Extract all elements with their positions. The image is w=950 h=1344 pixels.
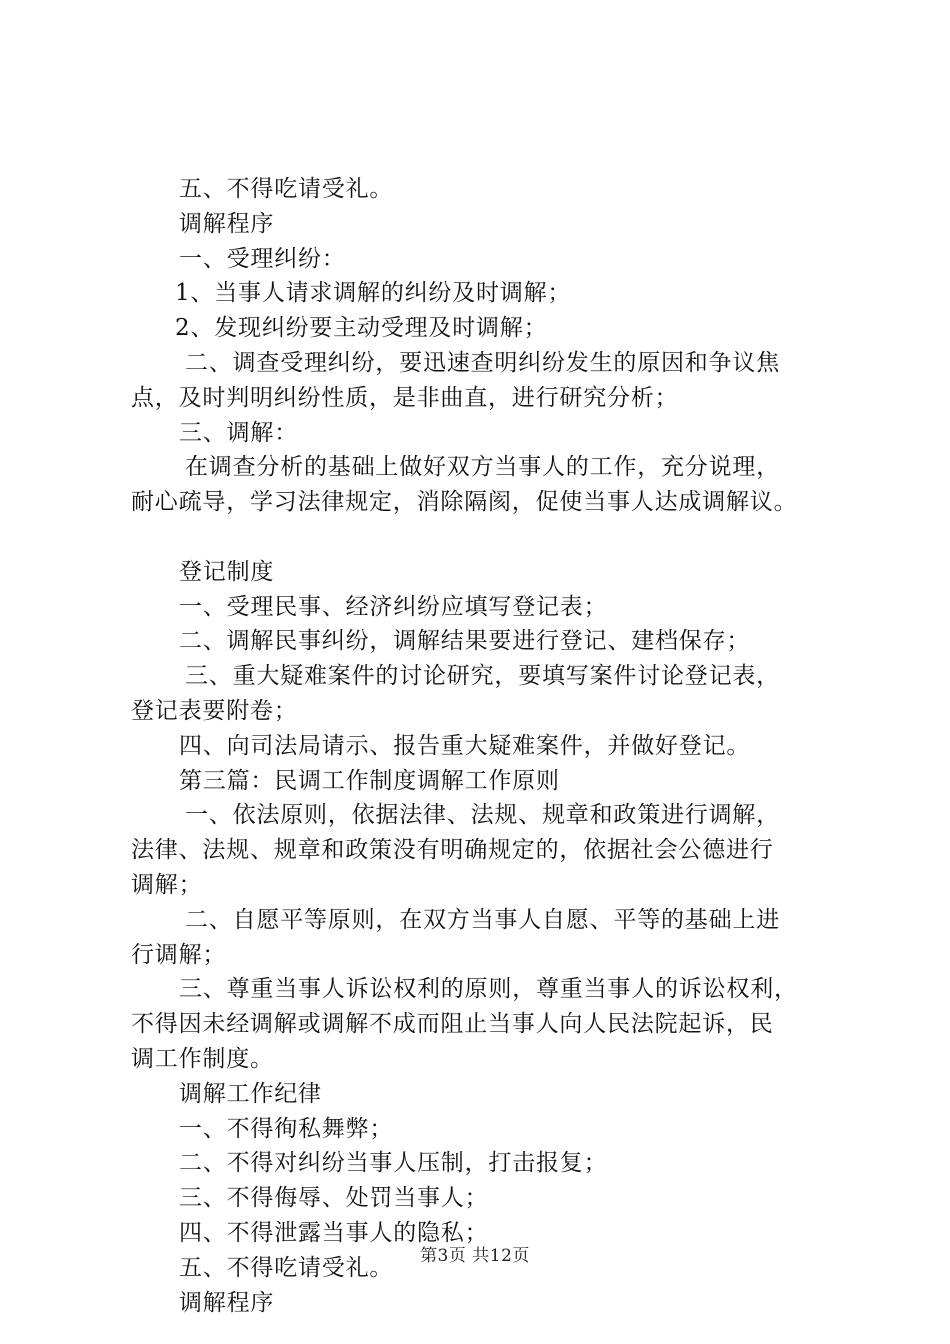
text-line: 1、当事人请求调解的纠纷及时调解； <box>175 280 572 307</box>
document-body <box>131 172 851 1320</box>
text-line: 一、不得徇私舞弊； <box>179 1115 394 1142</box>
section-heading: 调解程序 <box>179 1289 275 1316</box>
text-line: 二、自愿平等原则，在双方当事人自愿、平等的基础上进 <box>185 906 780 933</box>
text-line: 2、发现纠纷要主动受理及时调解； <box>175 315 548 342</box>
text-line: 点，及时判明纠纷性质，是非曲直，进行研究分析； <box>131 384 679 411</box>
text-line: 三、尊重当事人诉讼权利的原则，尊重当事人的诉讼权利， <box>179 976 798 1003</box>
section-heading: 调解工作纪律 <box>179 1080 322 1107</box>
text-line: 在调查分析的基础上做好双方当事人的工作，充分说理， <box>185 454 780 481</box>
page-number-footer: 第3页 共12页 <box>420 1246 530 1266</box>
paragraph-gap <box>131 520 851 555</box>
text-line: 四、不得泄露当事人的隐私； <box>179 1219 489 1246</box>
text-line: 三、重大疑难案件的讨论研究，要填写案件讨论登记表， <box>185 663 780 690</box>
section-heading: 第三篇：民调工作制度调解工作原则 <box>179 767 560 794</box>
text-line: 登记表要附卷； <box>131 697 298 724</box>
section-heading: 调解程序 <box>179 210 275 237</box>
text-line: 二、调解民事纠纷，调解结果要进行登记、建档保存； <box>179 628 751 655</box>
text-line: 一、依法原则，依据法律、法规、规章和政策进行调解， <box>185 802 780 829</box>
text-line: 三、不得侮辱、处罚当事人； <box>179 1185 489 1212</box>
text-line: 二、调查受理纠纷，要迅速查明纠纷发生的原因和争议焦 <box>185 349 780 376</box>
text-line: 四、向司法局请示、报告重大疑难案件，并做好登记。 <box>179 732 751 759</box>
text-line: 法律、法规、规章和政策没有明确规定的，依据社会公德进行 <box>131 837 774 864</box>
text-line: 一、受理民事、经济纠纷应填写登记表； <box>179 593 608 620</box>
text-line: 不得因未经调解或调解不成而阻止当事人向人民法院起诉，民 <box>131 1011 774 1038</box>
text-line: 一、受理纠纷： <box>179 245 346 272</box>
text-line: 调工作制度。 <box>131 1045 274 1072</box>
text-line: 三、调解： <box>179 419 298 446</box>
text-line: 五、不得吃请受礼。 <box>179 1254 394 1281</box>
text-line: 二、不得对纠纷当事人压制，打击报复； <box>179 1150 608 1177</box>
text-line: 耐心疏导，学习法律规定，消除隔阂，促使当事人达成调解议。 <box>131 489 798 516</box>
text-line: 调解； <box>131 871 203 898</box>
section-heading: 登记制度 <box>179 558 275 585</box>
text-line: 行调解； <box>131 941 227 968</box>
text-line: 五、不得吃请受礼。 <box>179 176 394 202</box>
